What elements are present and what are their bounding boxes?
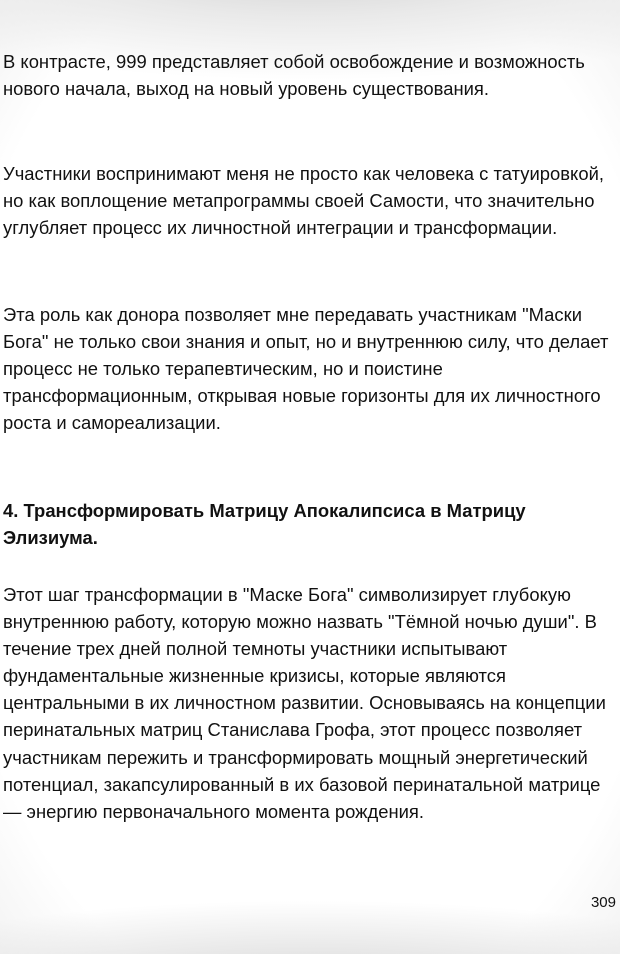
paragraph-participants-perception: Участники воспринимают меня не просто как человека с татуировкой, но как воплощение метапрограммы своей Самости, что значительно углубляет процесс их личностной интеграции и трансформации. [3,163,604,239]
paragraph-dark-night: Этот шаг трансформации в "Маске Бога" символизирует глубокую внутреннюю работу, которую можно назвать "Тёмной ночью души". В течение трех дней полной темноты участники испытывают фундаментальные жизненные кризисы, которые являются центральными в их личностном развитии. Основываясь на концепции перинатальных матриц Станислава Грофа, этот процесс позволяет участникам пережить и трансформировать мощный энергетический потенциал, закапсулированный в их базовой перинатальной матрице — энергию первоначального момента рождения. [3,584,606,822]
page-number: 309 [590,894,616,911]
section-heading: 4. Трансформировать Матрицу Апокалипсиса в Матрицу Элизиума. [3,500,526,549]
paragraph-donor-role: Эта роль как донора позволяет мне передавать участникам "Маски Бога" не только свои знания и опыт, но и внутреннюю силу, что делает процесс не только терапевтическим, но и поистине трансформационным, открывая новые горизонты для их личностного роста и самореализации. [3,304,609,434]
paragraph-contrast-999: В контрасте, 999 представляет собой освобождение и возможность нового начала, выход на новый уровень существования. [3,51,585,100]
